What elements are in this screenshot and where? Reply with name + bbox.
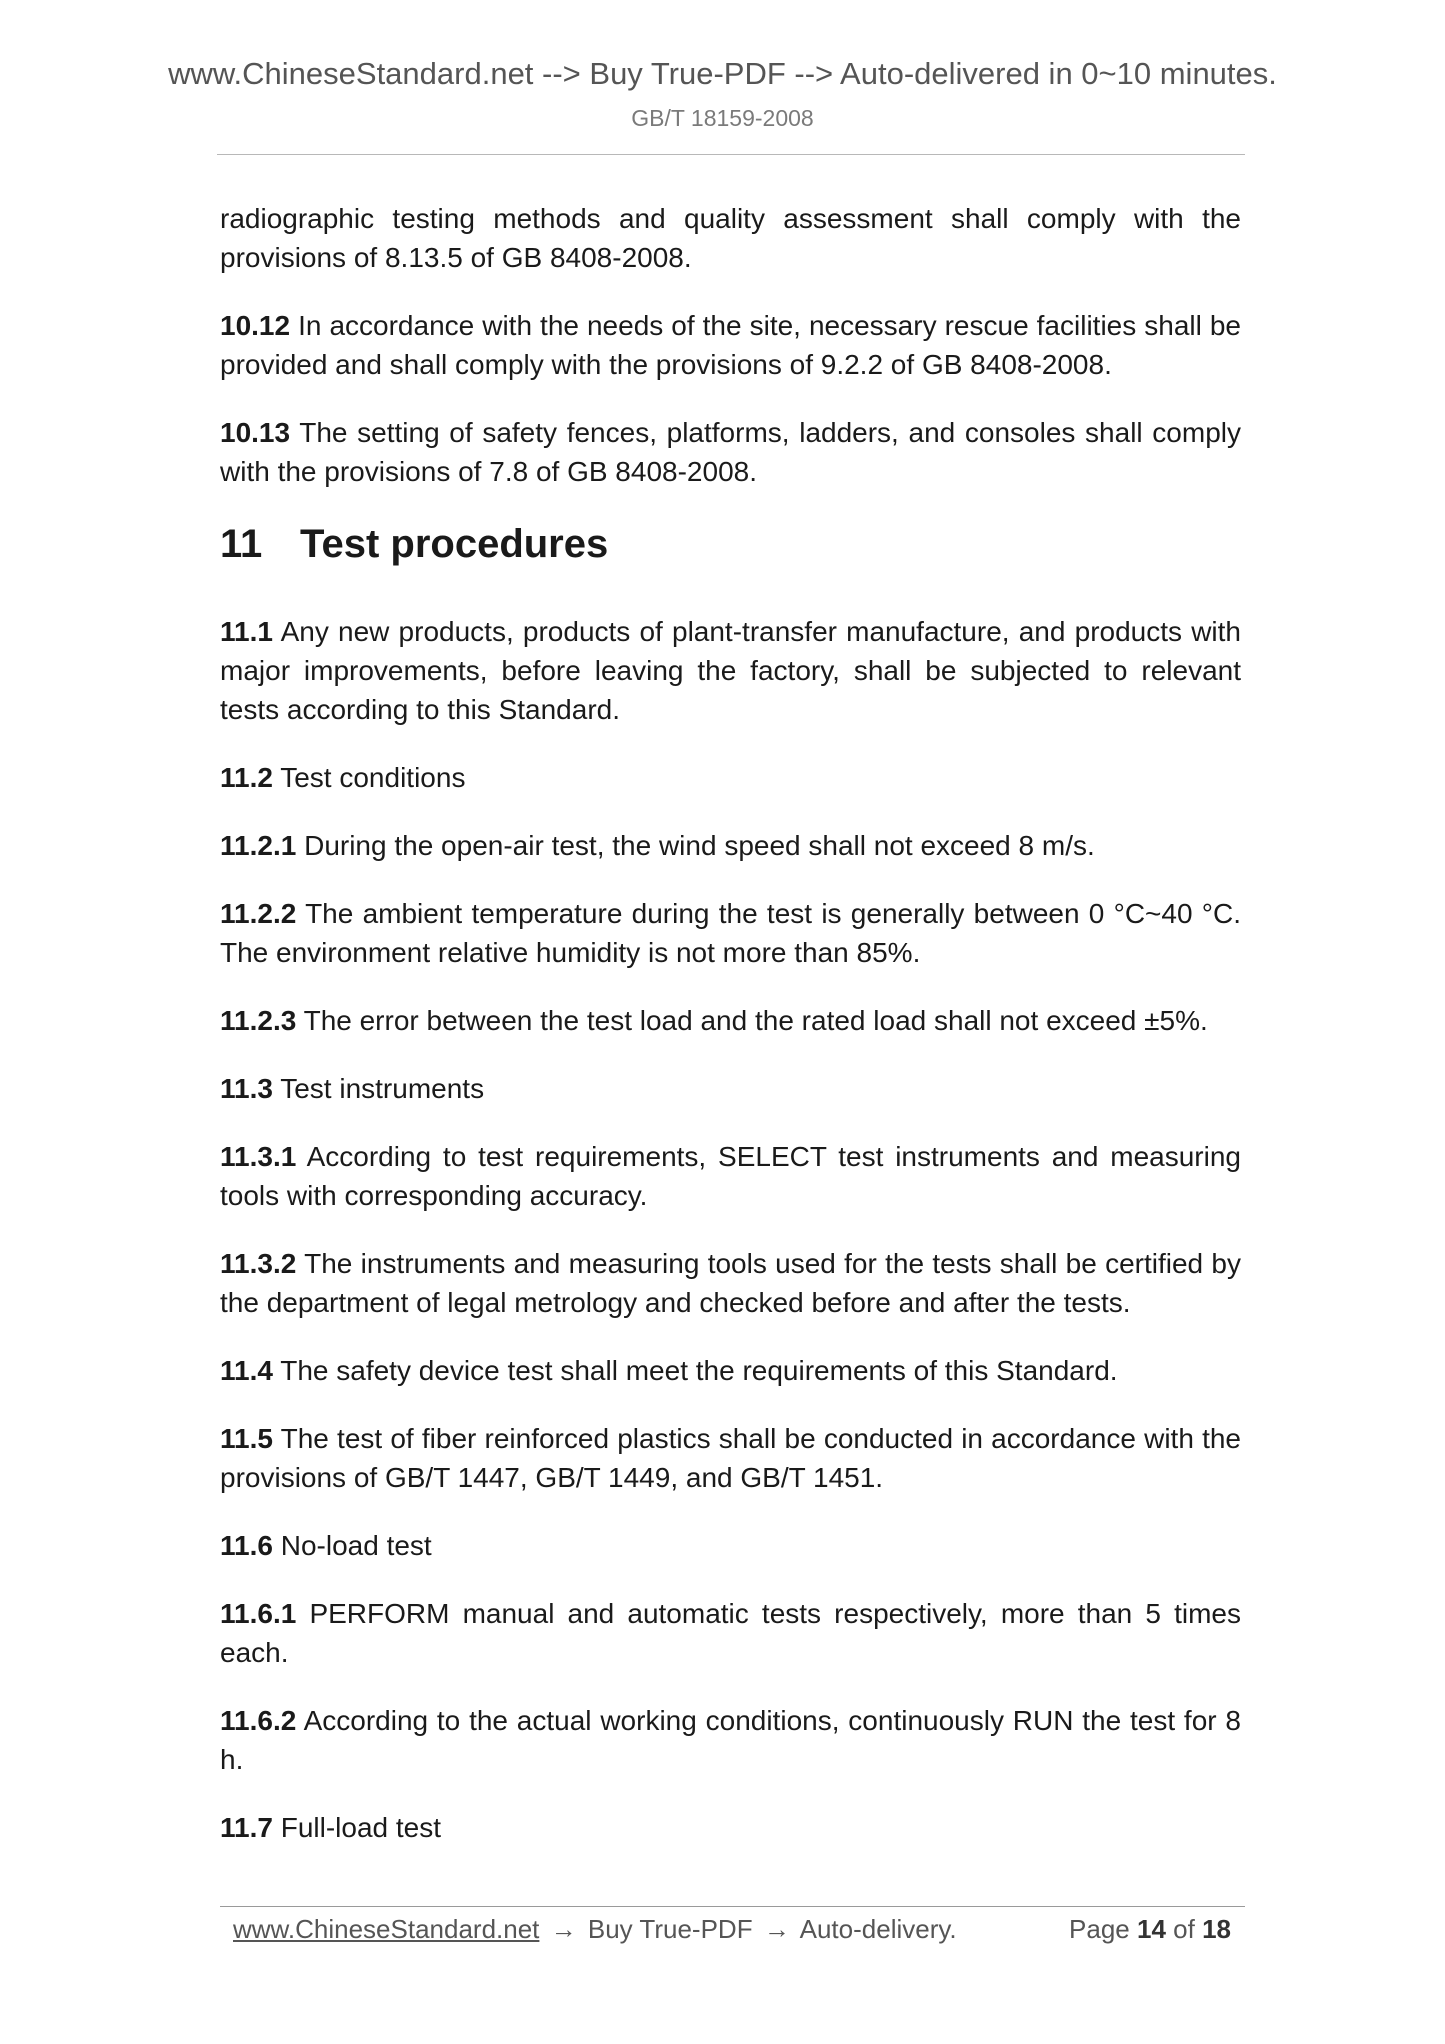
clause-11-4 — [220, 1351, 1241, 1390]
clause-number: 11.3.2 — [220, 1248, 297, 1279]
header-divider — [217, 154, 1245, 155]
section-number: 11 — [220, 522, 263, 566]
page-body — [220, 199, 1241, 1876]
clause-text: The safety device test shall meet the requirements of this Standard. — [272, 1355, 1118, 1386]
clause-11-5 — [220, 1419, 1241, 1497]
clause-11-2-2 — [220, 894, 1241, 972]
clause-10-13 — [220, 413, 1241, 491]
clause-number: 11.5 — [220, 1423, 273, 1454]
clause-10-12 — [220, 306, 1241, 384]
total-pages: 18 — [1202, 1914, 1231, 1944]
clause-number: 11.2.2 — [220, 898, 297, 929]
page-footer — [233, 1912, 1239, 1946]
clause-text: Test instruments — [272, 1073, 485, 1104]
clause-number: 11.2.1 — [220, 830, 297, 861]
clause-11-2 — [220, 758, 1241, 797]
clause-text: The error between the test load and the rated load shall not exceed ±5%. — [296, 1005, 1208, 1036]
paragraph-text: radiographic testing methods and quality assessment shall comply with the provisions of 8.13.5 of GB 8408-2008. — [220, 203, 1241, 273]
clause-text: According to test requirements, SELECT test instruments and measuring tools with corresponding accuracy. — [220, 1141, 1241, 1211]
clause-11-6-2 — [220, 1701, 1241, 1779]
header-banner: www.ChineseStandard.net --> Buy True-PDF --> Auto-delivered in 0~10 minutes. — [168, 56, 1277, 91]
clause-text: The setting of safety fences, platforms, ladders, and consoles shall comply with the provisions of 7.8 of GB 8408-2008. — [220, 417, 1241, 487]
clause-text: Test conditions — [272, 762, 466, 793]
clause-number: 11.3 — [220, 1073, 273, 1104]
page-number: 14 — [1137, 1914, 1166, 1944]
clause-text: According to the actual working conditions, continuously RUN the test for 8 h. — [220, 1705, 1241, 1775]
clause-number: 11.3.1 — [220, 1141, 297, 1172]
page-label: Page — [1069, 1914, 1130, 1944]
clause-11-2-1 — [220, 826, 1241, 865]
section-heading-test-procedures — [220, 520, 1241, 568]
clause-number: 11.6 — [220, 1530, 273, 1561]
clause-number: 11.2.3 — [220, 1005, 297, 1036]
footer-buy-text: Buy True-PDF — [587, 1914, 753, 1944]
section-title: Test procedures — [300, 522, 609, 566]
clause-number: 11.7 — [220, 1812, 273, 1843]
clause-text: The ambient temperature during the test is generally between 0 °C~40 °C. The environment relative humidity is not more than 85%. — [220, 898, 1241, 968]
clause-text: The instruments and measuring tools used for the tests shall be certified by the department of legal metrology and checked before and after the tests. — [220, 1248, 1241, 1318]
clause-number: 10.12 — [220, 310, 291, 341]
clause-11-3-2 — [220, 1244, 1241, 1322]
clause-text: No-load test — [272, 1530, 432, 1561]
page-indicator — [1069, 1912, 1231, 1946]
paragraph-continuation — [220, 199, 1241, 277]
clause-text: The test of fiber reinforced plastics shall be conducted in accordance with the provisions of GB/T 1447, GB/T 1449, and GB/T 1451. — [220, 1423, 1241, 1493]
clause-11-1 — [220, 612, 1241, 729]
arrow-right-icon: → — [763, 1914, 790, 1944]
clause-number: 10.13 — [220, 417, 291, 448]
clause-text: In accordance with the needs of the site, necessary rescue facilities shall be provided and shall comply with the provisions of 9.2.2 of GB 8408-2008. — [220, 310, 1241, 380]
clause-text: During the open-air test, the wind speed shall not exceed 8 m/s. — [296, 830, 1095, 861]
clause-text: PERFORM manual and automatic tests respectively, more than 5 times each. — [220, 1598, 1241, 1668]
clause-number: 11.6.2 — [220, 1705, 297, 1736]
clause-number: 11.2 — [220, 762, 273, 793]
clause-11-6 — [220, 1526, 1241, 1565]
clause-text: Full-load test — [272, 1812, 442, 1843]
footer-site-link[interactable]: www.ChineseStandard.net — [233, 1914, 540, 1944]
clause-11-6-1 — [220, 1594, 1241, 1672]
footer-delivery-text: Auto-delivery. — [799, 1914, 957, 1944]
footer-divider — [220, 1906, 1245, 1907]
arrow-right-icon: → — [550, 1914, 577, 1944]
clause-11-2-3 — [220, 1001, 1241, 1040]
document-code: GB/T 18159-2008 — [631, 105, 814, 131]
clause-11-7 — [220, 1808, 1241, 1847]
clause-number: 11.4 — [220, 1355, 273, 1386]
clause-number: 11.6.1 — [220, 1598, 297, 1629]
of-label: of — [1173, 1914, 1195, 1944]
clause-11-3-1 — [220, 1137, 1241, 1215]
clause-number: 11.1 — [220, 616, 273, 647]
clause-11-3 — [220, 1069, 1241, 1108]
clause-text: Any new products, products of plant-transfer manufacture, and products with major improvements, before leaving the factory, shall be subjected to relevant tests according to this Standard. — [220, 616, 1241, 725]
